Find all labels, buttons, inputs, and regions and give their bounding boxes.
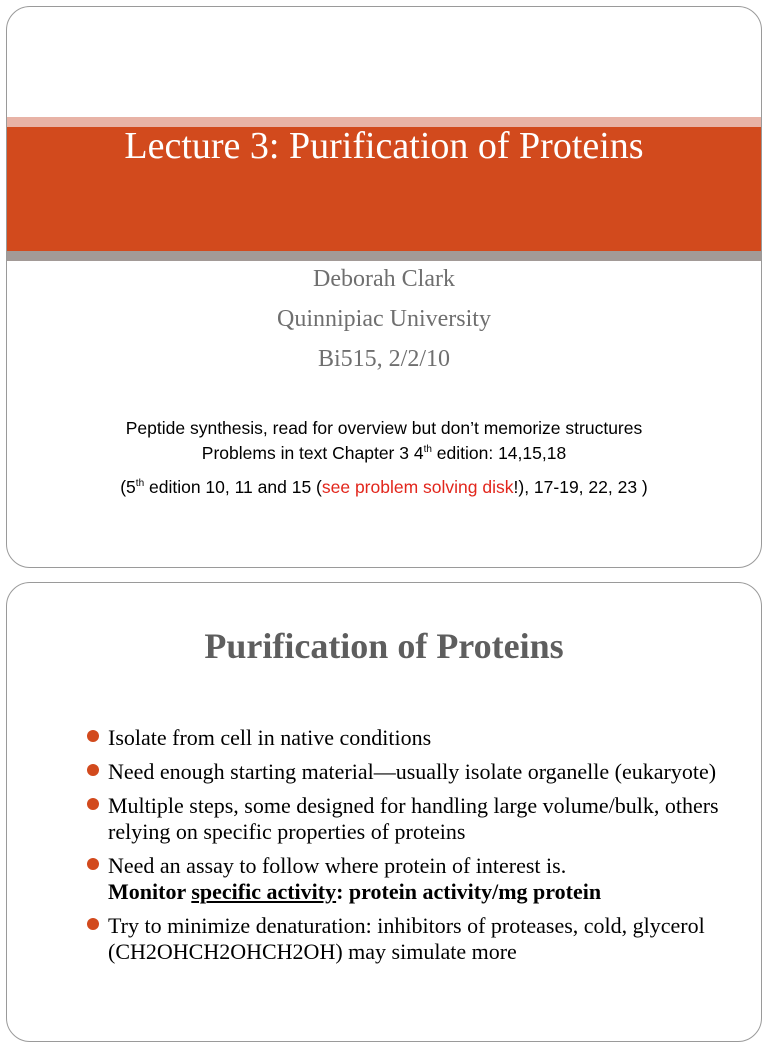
- title-slide: [6, 6, 762, 568]
- course-date: Bi515, 2/2/10: [317, 346, 450, 372]
- specific-activity-line: [108, 879, 601, 904]
- fifth-edition-note: [7, 477, 761, 498]
- author-name: Deborah Clark: [313, 266, 455, 292]
- reading-note: Peptide synthesis, read for overview but don’t memorize structures: [125, 418, 643, 438]
- bullet-item: [87, 853, 747, 905]
- bullet-text: Need enough starting material—usually isolate organelle (eukaryote): [108, 759, 717, 784]
- problems-note: [7, 443, 761, 464]
- lecture-title: Lecture 3: Purification of Proteins: [124, 125, 644, 167]
- fifth-edition-mid: edition 10, 11 and 15 (: [144, 477, 322, 497]
- monitor-label: Monitor: [108, 879, 192, 904]
- specific-activity-definition: : protein activity/mg protein: [336, 879, 602, 904]
- bullet-text: Isolate from cell in native conditions: [108, 725, 432, 750]
- content-slide: [6, 582, 762, 1042]
- bullet-item: [87, 759, 747, 785]
- bullet-item: [87, 913, 747, 965]
- bullet-text: Multiple steps, some designed for handling large volume/bulk, others relying on specific properties of proteins: [108, 793, 719, 844]
- bullet-list: [87, 725, 747, 973]
- bullet-item: [87, 725, 747, 751]
- bullet-dot-icon: [87, 764, 99, 776]
- bullet-dot-icon: [87, 798, 99, 810]
- university-name: Quinnipiac University: [277, 306, 491, 332]
- bullet-dot-icon: [87, 918, 99, 930]
- fifth-edition-open: (5: [120, 477, 136, 497]
- problems-note-superscript: th: [423, 444, 432, 456]
- bullet-item: [87, 793, 747, 845]
- problems-note-suffix: edition: 14,15,18: [431, 443, 567, 463]
- bullet-dot-icon: [87, 730, 99, 742]
- bullet-text: Try to minimize denaturation: inhibitors of proteases, cold, glycerol (CH2OHCH2OHCH2OH) may simulate more: [108, 913, 705, 964]
- problem-solving-disk-text: see problem solving disk: [321, 477, 514, 497]
- slide-title: Purification of Proteins: [204, 626, 564, 666]
- bullet-dot-icon: [87, 858, 99, 870]
- specific-activity-term: specific activity: [191, 879, 337, 904]
- problems-note-prefix: Problems in text Chapter 3 4: [201, 443, 424, 463]
- title-band-bottom-stripe: [7, 251, 761, 261]
- bullet-text: Need an assay to follow where protein of interest is.: [108, 853, 567, 878]
- fifth-edition-end: !), 17-19, 22, 23 ): [513, 477, 648, 497]
- fifth-edition-superscript: th: [135, 478, 145, 490]
